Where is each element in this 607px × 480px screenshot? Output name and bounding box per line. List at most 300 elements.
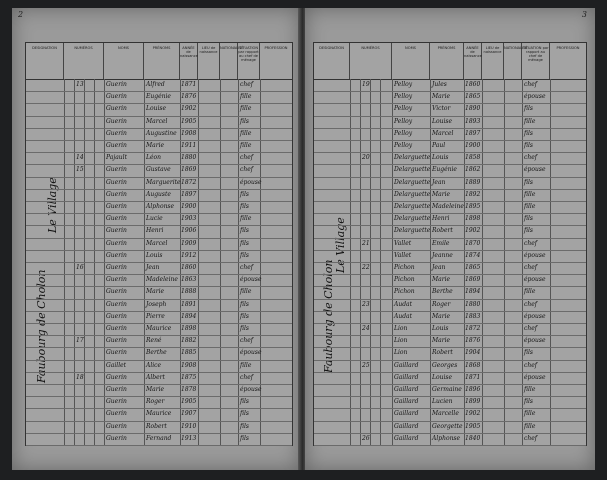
row-surname: Guerin [106,349,127,357]
row-firstname: Marie [432,312,451,320]
row-surname: Guerin [106,434,127,442]
table-row [314,116,586,129]
row-firstname: Louise [432,117,453,125]
row-situation: chef [240,264,253,271]
table-row [314,421,586,434]
table-row [26,408,292,421]
row-surname: Gaillard [394,373,419,381]
row-birth-year: 1897 [465,129,481,137]
row-firstname: Berthe [146,349,167,357]
row-surname: Delarguette [394,203,431,210]
table-row [314,91,586,104]
row-firstname: Alfred [146,81,165,88]
row-birth-year: 1896 [465,386,481,393]
row-situation: fils [240,434,249,442]
row-surname: Delarguette [394,154,431,162]
row-surname: Gaillard [394,398,419,406]
row-birth-year: 1882 [181,337,197,345]
row-birth-year: 1868 [465,361,481,369]
row-surname: Gaillard [394,386,419,393]
row-birth-year: 1894 [181,312,197,320]
row-surname: Gaillet [106,361,127,369]
row-situation: épouse [524,312,546,320]
row-situation: fille [240,215,252,223]
row-surname: Lion [394,337,408,345]
row-birth-year: 1892 [465,190,481,198]
row-birth-year: 1840 [465,434,481,442]
row-surname: Pelloy [394,93,413,101]
row-firstname: Georges [432,361,458,369]
page-number-left: 2 [18,10,24,19]
row-surname: Lion [394,349,408,357]
row-surname: Guerin [106,203,127,210]
table-row [314,372,586,385]
row-number: 15 [76,166,84,174]
row-number: 17 [76,337,84,345]
header-firstnames-r: PRÉNOMS [430,43,464,79]
row-birth-year: 1862 [465,166,481,174]
row-situation: chef [524,81,537,88]
row-surname: Pelloy [394,129,413,137]
row-birth-year: 1876 [465,337,481,345]
table-row [314,128,586,141]
row-birth-year: 1872 [181,178,197,186]
row-situation: chef [240,373,253,381]
table-row [314,286,586,299]
row-birth-year: 1898 [465,215,481,223]
row-firstname: Marcel [432,129,454,137]
table-row [26,152,292,165]
row-surname: Pelloy [394,105,413,113]
table-row [314,408,586,421]
row-firstname: Marie [146,288,165,296]
table-row [314,347,586,360]
row-birth-year: 1902 [465,410,481,418]
row-situation: épouse [524,166,546,174]
table-header-left [26,43,292,80]
row-surname: Guerin [106,117,127,125]
header-situation: SITUATION par rapport au chef de ménage [238,43,260,79]
row-birth-year: 1900 [465,142,481,149]
row-birth-year: 1858 [465,154,481,162]
row-firstname: Gustave [146,166,171,174]
row-birth-year: 1860 [465,81,481,88]
rows-left [26,79,292,445]
table-row [314,274,586,287]
row-situation: fille [524,117,536,125]
table-row [26,433,292,446]
row-birth-year: 1902 [181,105,197,113]
row-firstname: Jean [432,178,446,186]
row-firstname: Henri [146,227,164,235]
row-situation: épouse [524,93,546,101]
row-situation: fils [240,312,249,320]
row-situation: fille [240,361,252,369]
row-number: 19 [362,81,370,88]
row-firstname: Alice [146,361,162,369]
row-firstname: Berthe [432,288,453,296]
table-row [26,91,292,104]
rows-right [314,79,586,445]
row-surname: Guerin [106,142,127,149]
row-situation: fille [524,288,536,296]
row-firstname: Albert [146,373,165,381]
row-surname: Delarguette [394,215,431,223]
row-firstname: Pierre [146,312,165,320]
row-firstname: Alphonse [432,434,461,442]
header-numbers: NUMÉROS [64,43,104,79]
row-situation: fils [240,410,249,418]
row-surname: Guerin [106,337,127,345]
table-row [26,299,292,312]
row-surname: Pichon [394,264,415,271]
row-birth-year: 1874 [465,251,481,259]
table-row [26,360,292,373]
row-birth-year: 1875 [181,373,197,381]
row-birth-year: 1908 [181,361,197,369]
row-surname: Delarguette [394,166,431,174]
row-situation: fils [524,129,533,137]
header-profession: PROFESSION [264,46,288,50]
table-row [26,189,292,202]
row-firstname: Germaine [432,386,462,393]
row-birth-year: 1878 [181,386,197,393]
row-firstname: Maurice [146,410,172,418]
table-row [26,347,292,360]
row-surname: Guerin [106,422,127,430]
row-situation: fils [240,325,249,332]
row-situation: fille [240,93,252,101]
table-row [26,335,292,348]
row-birth-year: 1900 [181,203,197,210]
row-surname: Guerin [106,398,127,406]
row-number: 23 [362,300,370,308]
row-situation: chef [240,81,253,88]
row-firstname: Jean [432,264,446,271]
table-row [314,177,586,190]
table-row [314,335,586,348]
row-surname: Guerin [106,386,127,393]
row-birth-year: 1894 [465,288,481,296]
row-firstname: Paul [432,142,446,149]
row-surname: Guerin [106,300,127,308]
row-surname: Guerin [106,227,127,235]
row-surname: Guerin [106,129,127,137]
row-birth-year: 1905 [181,398,197,406]
row-situation: fils [240,251,249,259]
row-firstname: Marie [432,337,451,345]
row-firstname: Madeleine [432,203,464,210]
row-situation: épouse [240,386,262,393]
row-surname: Guerin [106,93,127,101]
table-row [26,396,292,409]
row-firstname: Jeanne [432,251,453,259]
table-row [314,311,586,324]
row-birth-year: 1910 [181,422,197,430]
table-row [314,299,586,312]
row-situation: fils [240,203,249,210]
table-row [314,396,586,409]
header-situation-r: SITUATION par rapport au chef de ménage [522,43,550,79]
row-surname: Delarguette [394,178,431,186]
row-birth-year: 1907 [181,410,197,418]
row-situation: chef [524,361,537,369]
row-situation: fils [240,190,249,198]
table-row [314,103,586,116]
row-birth-year: 1880 [181,154,197,162]
row-surname: Pichon [394,276,415,284]
row-situation: épouse [524,251,546,259]
row-situation: fille [240,105,252,113]
row-situation: épouse [524,276,546,284]
row-surname: Guerin [106,105,127,113]
row-firstname: Henri [432,215,450,223]
row-firstname: Lucien [432,398,453,406]
row-firstname: Roger [432,300,451,308]
row-birth-year: 1912 [181,251,197,259]
row-situation: fille [240,142,252,149]
census-table-left [25,42,293,446]
row-situation: fille [240,288,252,296]
row-surname: Guerin [106,190,127,198]
table-row [26,225,292,238]
row-situation: chef [240,337,253,345]
row-surname: Guerin [106,276,127,284]
row-birth-year: 1865 [465,93,481,101]
row-surname: Gaillard [394,410,419,418]
row-firstname: Jean [146,264,160,271]
row-situation: chef [524,239,537,247]
row-firstname: Augustine [146,129,177,137]
row-number: 24 [362,325,370,332]
row-situation: fils [240,300,249,308]
row-firstname: René [146,337,162,345]
row-situation: fils [524,349,533,357]
row-surname: Vallet [394,251,412,259]
table-row [314,213,586,226]
row-firstname: Emile [432,239,450,247]
header-profession-r: PROFESSION [556,46,580,50]
row-situation: fils [524,398,533,406]
row-firstname: Marie [146,386,165,393]
row-situation: fille [524,190,536,198]
table-row [26,274,292,287]
table-row [26,238,292,251]
row-situation: fils [524,178,533,186]
table-row [26,177,292,190]
row-situation: chef [240,154,253,162]
header-names: NOMS [104,43,144,79]
row-firstname: Roger [146,398,165,406]
row-surname: Guerin [106,239,127,247]
row-situation: épouse [240,276,262,284]
row-firstname: Louise [432,373,453,381]
table-row [26,213,292,226]
header-firstnames: PRÉNOMS [144,43,180,79]
row-birth-year: 1893 [465,117,481,125]
row-surname: Guerin [106,410,127,418]
row-surname: Guerin [106,166,127,174]
row-situation: fils [240,398,249,406]
margin-note-right-a: Faubourg de Cholon [322,259,335,373]
row-situation: épouse [524,373,546,381]
header-nationality-r: NATIONALITÉ [504,43,522,79]
row-situation: chef [524,434,537,442]
row-surname: Pichon [394,288,415,296]
row-firstname: Marcel [146,239,168,247]
row-surname: Pelloy [394,81,413,88]
row-birth-year: 1898 [181,325,197,332]
table-row [314,164,586,177]
row-number: 16 [76,264,84,271]
row-firstname: Marie [432,93,451,101]
row-firstname: Jules [432,81,447,88]
table-row [26,164,292,177]
row-surname: Pelloy [394,142,413,149]
row-surname: Gaillard [394,434,419,442]
table-row [314,433,586,446]
row-birth-year: 1869 [181,166,197,174]
table-row [26,103,292,116]
row-birth-year: 1899 [465,398,481,406]
row-surname: Audat [394,300,413,308]
row-birth-year: 1880 [465,300,481,308]
table-row [26,116,292,129]
table-row [26,250,292,263]
row-firstname: Madeleine [146,276,178,284]
table-row [26,128,292,141]
table-row [314,225,586,238]
row-situation: fils [240,227,249,235]
row-birth-year: 1905 [181,117,197,125]
row-firstname: Georgette [432,422,463,430]
row-situation: fils [524,227,533,235]
row-situation: fils [524,105,533,113]
header-names-r: NOMS [392,43,430,79]
row-situation: épouse [240,349,262,357]
row-situation: chef [240,166,253,174]
left-page [12,8,300,470]
row-situation: fils [524,215,533,223]
row-surname: Guerin [106,325,127,332]
row-birth-year: 1872 [465,325,481,332]
row-birth-year: 1883 [465,312,481,320]
table-row [314,238,586,251]
row-situation: fille [524,410,536,418]
row-firstname: Marcel [146,117,168,125]
row-number: 18 [76,373,84,381]
row-surname: Gaillard [394,422,419,430]
row-situation: fille [524,386,536,393]
row-surname: Guerin [106,312,127,320]
header-nationality: NATIONALITÉ [220,43,238,79]
table-row [26,372,292,385]
row-firstname: Fernand [146,434,172,442]
row-firstname: Lucie [146,215,163,223]
row-firstname: Robert [432,227,453,235]
header-year-r: ANNÉE de naissance [464,43,482,79]
header-year: ANNÉE de naissance [180,43,198,79]
row-birth-year: 1902 [465,227,481,235]
row-surname: Vallet [394,239,412,247]
row-situation: fils [240,239,249,247]
row-birth-year: 1869 [465,276,481,284]
row-surname: Delarguette [394,227,431,235]
row-birth-year: 1870 [465,239,481,247]
row-firstname: Marcelle [432,410,459,418]
margin-note-right-b: Le Village [334,217,347,273]
row-birth-year: 1895 [465,203,481,210]
row-firstname: Léon [146,154,162,162]
row-surname: Guerin [106,178,127,186]
table-row [314,360,586,373]
row-firstname: Marie [432,276,451,284]
table-row [314,152,586,165]
header-birthplace-r: LIEU de naissance [482,43,504,79]
table-row [26,311,292,324]
row-firstname: Maurice [146,325,172,332]
row-number: 14 [76,154,84,162]
table-header-right [314,43,586,80]
row-birth-year: 1865 [465,264,481,271]
row-birth-year: 1904 [465,349,481,357]
row-birth-year: 1903 [181,215,197,223]
row-surname: Delarguette [394,190,431,198]
row-surname: Guerin [106,373,127,381]
row-situation: chef [524,264,537,271]
header-designation-r: DESIGNATION [314,43,350,79]
row-situation: chef [524,300,537,308]
row-firstname: Victor [432,105,451,113]
row-situation: fils [240,117,249,125]
row-birth-year: 1889 [465,178,481,186]
row-firstname: Robert [432,349,453,357]
row-number: 22 [362,264,370,271]
row-surname: Audat [394,312,413,320]
row-situation: épouse [524,337,546,345]
row-surname: Pajault [106,154,127,162]
row-firstname: Eugénie [432,166,457,174]
row-birth-year: 1911 [181,142,197,149]
row-surname: Pelloy [394,117,413,125]
row-surname: Guerin [106,288,127,296]
row-number: 26 [362,434,370,442]
row-birth-year: 1871 [465,373,481,381]
row-number: 13 [76,81,84,88]
row-firstname: Joseph [146,300,167,308]
right-page [305,8,595,470]
row-firstname: Alphonse [146,203,175,210]
row-firstname: Louis [432,154,449,162]
header-designation: DESIGNATION [26,43,64,79]
row-situation: fille [240,129,252,137]
row-firstname: Marguerite [146,178,181,186]
row-situation: fils [240,422,249,430]
row-birth-year: 1891 [181,300,197,308]
table-row [26,421,292,434]
margin-note-left-b: Le Village [46,177,59,233]
row-birth-year: 1888 [181,288,197,296]
page-number-right: 3 [581,10,587,19]
margin-note-left-a: Faubourg de Cholon [35,269,48,383]
census-table-right [313,42,587,446]
table-row [26,286,292,299]
row-surname: Guerin [106,215,127,223]
row-situation: chef [524,154,537,162]
row-firstname: Marie [432,190,451,198]
row-number: 20 [362,154,370,162]
row-birth-year: 1913 [181,434,197,442]
